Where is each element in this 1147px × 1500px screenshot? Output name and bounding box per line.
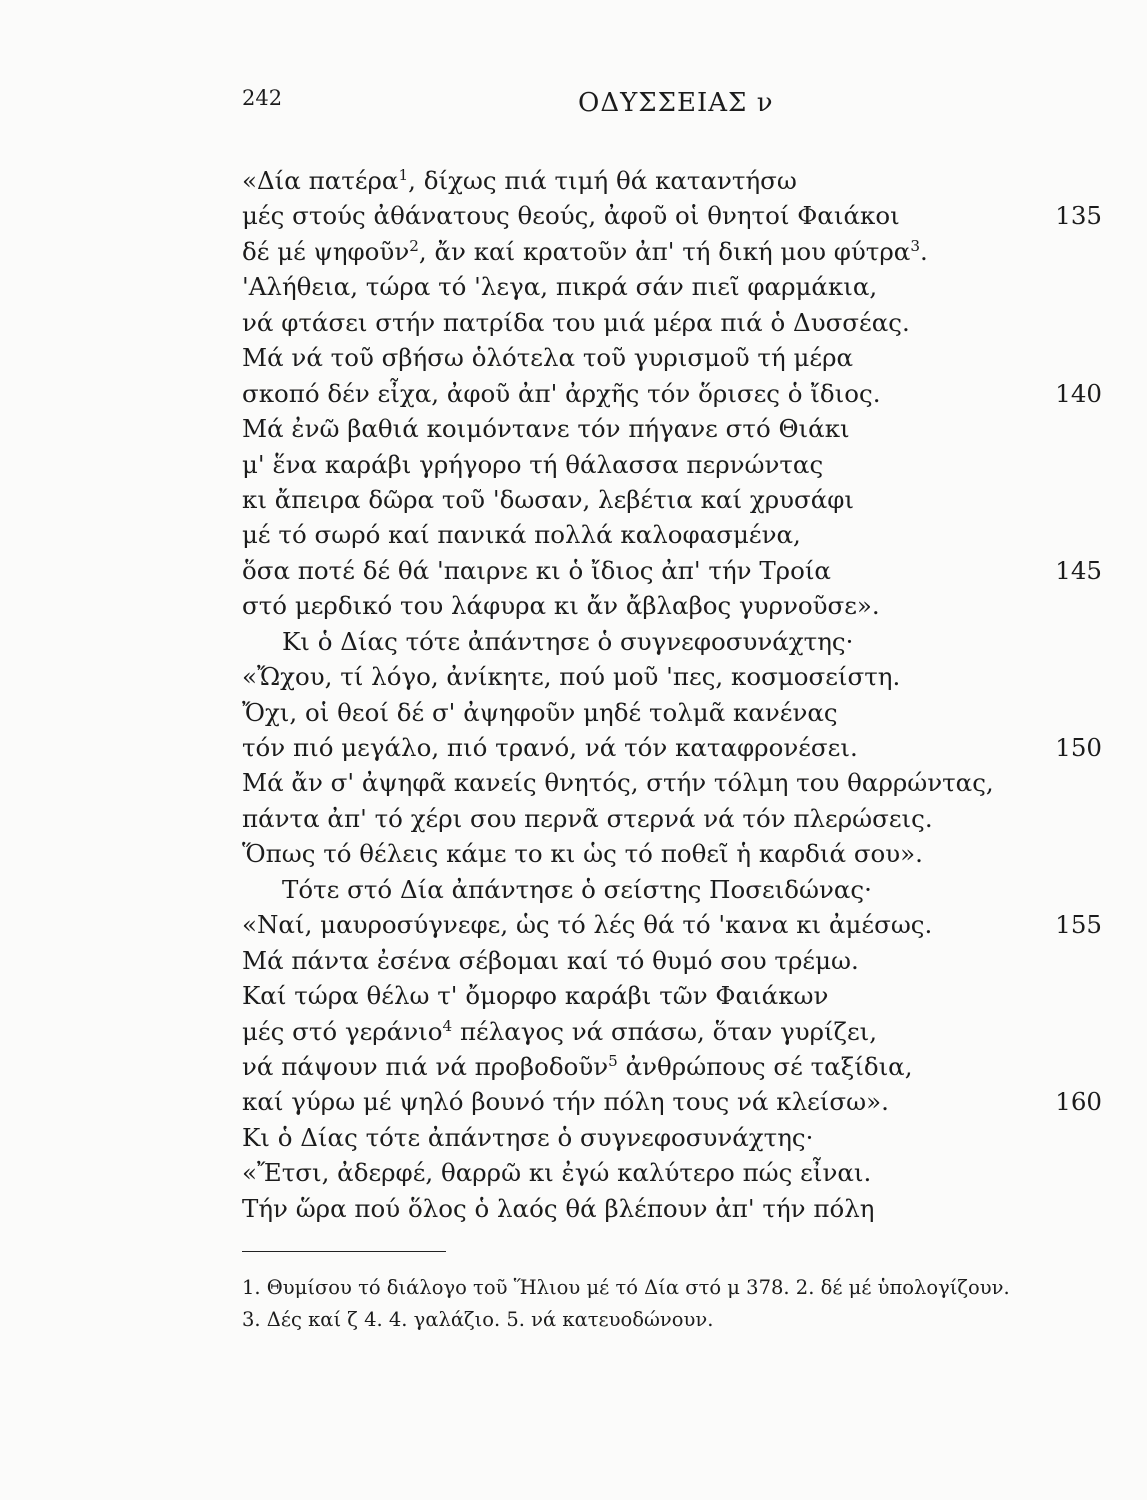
verse-text	[242, 698, 838, 727]
verse-line	[242, 1049, 1102, 1084]
running-head: ΟΔΥΣΣΕΙΑΣ ν	[578, 88, 774, 118]
footnotes	[242, 1272, 1102, 1336]
verse-segment: μ' ἕνα καράβι γρήγορο τή θάλασσα περνώντας	[242, 449, 824, 479]
footnote-marker: 1	[398, 165, 409, 184]
verse-line	[242, 553, 1102, 588]
verse-segment: «Ἔτσι, ἀδερφέ, θαρρῶ κι ἐγώ καλύτερο πώς εἶναι.	[242, 1158, 872, 1188]
verse-text	[242, 662, 900, 691]
line-number: 155	[1055, 910, 1102, 940]
line-number: 150	[1055, 733, 1102, 762]
verse-segment: Τήν ὥρα πού ὅλος ὁ λαός θά βλέπουν ἀπ' τήν πόλη	[242, 1193, 875, 1223]
verse-line	[242, 872, 1102, 907]
footnote-marker: 5	[608, 1051, 618, 1070]
verse-line	[242, 1120, 1102, 1155]
verse-line	[242, 482, 1102, 517]
verse-segment: «Δία πατέρα	[242, 166, 399, 195]
footnote-line: 3. Δές καί ζ 4. 4. γαλάζιο. 5. νά κατευοδώνουν.	[242, 1308, 714, 1331]
verse-line	[242, 163, 1102, 198]
verse-line	[242, 198, 1102, 233]
verse-segment: «Ναί, μαυροσύγνεφε, ὡς τό λές θά τό 'κανα κι ἀμέσως.	[242, 910, 933, 940]
verse-segment: πέλαγος νά σπάσω, ὅταν γυρίζει,	[452, 1016, 878, 1046]
verse-segment: μές στό γεράνιο	[242, 1016, 443, 1046]
verse-segment: 'Αλήθεια, τώρα τό 'λεγα, πικρά σάν πιεῖ φαρμάκια,	[242, 272, 878, 302]
verse-text	[242, 627, 853, 656]
verse-line	[242, 624, 1102, 659]
verse-line	[242, 1014, 1102, 1049]
verse-segment: Μά νά τοῦ σβήσω ὁλότελα τοῦ γυρισμοῦ τή μέρα	[242, 343, 854, 373]
verse-segment: Τότε στό Δία ἀπάντησε ὁ σείστης Ποσειδώνας·	[282, 874, 872, 904]
verse-segment: ὅσα ποτέ δέ θά 'παιρνε κι ὁ ἴδιος ἀπ' τήν Τροία	[242, 555, 831, 585]
verse-text	[242, 591, 880, 620]
verse-text	[242, 875, 872, 904]
verse-line	[242, 1084, 1102, 1119]
verse-line	[242, 376, 1102, 411]
verse-segment: Ὅπως τό θέλεις κάμε το κι ὡς τό ποθεῖ ἡ καρδιά σου».	[242, 839, 923, 869]
verse-segment: στό μερδικό του λάφυρα κι ἄν ἄβλαβος γυρνοῦσε».	[242, 591, 880, 621]
verse-line	[242, 695, 1102, 730]
verse-text	[242, 768, 994, 797]
verse-segment: μέ τό σωρό καί πανικά πολλά καλοφασμένα,	[242, 520, 801, 550]
verse-line	[242, 801, 1102, 836]
verse-text	[242, 733, 858, 762]
footnote-marker: 3	[910, 236, 920, 255]
verse-text	[242, 1087, 889, 1116]
verse-segment: .	[920, 236, 928, 266]
footnote-marker: 2	[409, 236, 419, 255]
verse-line	[242, 765, 1102, 800]
verse-line	[242, 411, 1102, 446]
verse-line	[242, 234, 1102, 269]
verse-line	[242, 836, 1102, 871]
verse-line	[242, 730, 1102, 765]
verse-segment: Κι ὁ Δίας τότε ἀπάντησε ὁ συγνεφοσυνάχτης·	[282, 626, 854, 656]
verse-segment: τόν πιό μεγάλο, πιό τρανό, νά τόν καταφρονέσει.	[242, 733, 858, 762]
verse-line	[242, 269, 1102, 304]
verse-segment: ἀνθρώπους σέ ταξίδια,	[617, 1051, 913, 1081]
verse-line	[242, 588, 1102, 623]
line-number: 135	[1055, 201, 1102, 231]
verse-segment: , δίχως πιά τιμή θά καταντήσω	[408, 166, 797, 195]
verse-segment: κι ἄπειρα δῶρα τοῦ 'δωσαν, λεβέτια καί χρυσάφι	[242, 484, 855, 514]
verse-line	[242, 1155, 1102, 1190]
verse-line	[242, 517, 1102, 552]
verse-segment: δέ μέ ψηφοῦν	[242, 236, 410, 266]
verse-line	[242, 943, 1102, 978]
verse-segment: , ἄν καί κρατοῦν ἀπ' τή δική μου φύτρα	[418, 236, 911, 266]
verse-segment: σκοπό δέν εἶχα, ἀφοῦ ἀπ' ἀρχῆς τόν ὅρισες ὁ ἴδιος.	[242, 378, 881, 408]
footnote-line: 1. Θυμίσου τό διάλογο τοῦ Ἥλιου μέ τό Δία στό μ 378. 2. δέ μέ ὑπολογίζουν.	[242, 1276, 1010, 1299]
verse-segment: Κι ὁ Δίας τότε ἀπάντησε ὁ συγνεφοσυνάχτης·	[242, 1122, 814, 1152]
verse-line	[242, 447, 1102, 482]
verse-text	[242, 839, 923, 868]
verse-text	[242, 1052, 913, 1081]
verse-segment: Μά ἐνῶ βαθιά κοιμόντανε τόν πήγανε στό Θιάκι	[242, 414, 850, 444]
verse-line	[242, 305, 1102, 340]
verse-line	[242, 659, 1102, 694]
verse-text	[242, 556, 831, 585]
verse-segment: Μά ἄν σ' ἀψηφᾶ κανείς θνητός, στήν τόλμη του θαρρώντας,	[242, 768, 994, 798]
verse-block	[242, 163, 1102, 1226]
verse-text	[242, 308, 910, 337]
verse-segment: Καί τώρα θέλω τ' ὄμορφο καράβι τῶν Φαιάκων	[242, 981, 829, 1011]
verse-text	[242, 485, 854, 514]
verse-text	[242, 981, 828, 1010]
verse-segment: πάντα ἀπ' τό χέρι σου περνᾶ στερνά νά τόν πλερώσεις.	[242, 803, 933, 833]
verse-text	[242, 946, 859, 975]
verse-text	[242, 343, 853, 372]
verse-segment: Μά πάντα ἐσένα σέβομαι καί τό θυμό σου τρέμω.	[242, 945, 859, 975]
verse-line	[242, 978, 1102, 1013]
verse-segment: Ὄχι, οἱ θεοί δέ σ' ἀψηφοῦν μηδέ τολμᾶ κανένας	[242, 697, 838, 727]
verse-line	[242, 907, 1102, 942]
verse-text	[242, 1123, 813, 1152]
verse-segment: μές στούς ἀθάνατους θεούς, ἀφοῦ οἱ θνητοί Φαιάκοι	[242, 201, 900, 231]
verse-text	[242, 379, 881, 408]
verse-text	[242, 1017, 877, 1046]
verse-line	[242, 1191, 1102, 1226]
footnote-rule	[242, 1251, 446, 1252]
verse-text	[242, 237, 928, 266]
verse-text	[242, 1194, 874, 1223]
verse-text	[242, 520, 801, 549]
verse-segment: νά πάψουν πιά νά προβοδοῦν	[242, 1051, 609, 1081]
verse-segment: «Ὤχου, τί λόγο, ἀνίκητε, πού μοῦ 'πες, κοσμοσείστη.	[242, 662, 901, 692]
page-number: 242	[242, 86, 283, 110]
verse-text	[242, 1158, 871, 1187]
verse-text	[242, 910, 932, 939]
verse-line	[242, 340, 1102, 375]
verse-text	[242, 201, 900, 230]
verse-text	[242, 272, 877, 301]
verse-segment: καί γύρω μέ ψηλό βουνό τήν πόλη τους νά κλείσω».	[242, 1087, 889, 1117]
line-number: 145	[1055, 555, 1102, 585]
verse-segment: νά φτάσει στήν πατρίδα του μιά μέρα πιά ὁ Δυσσέας.	[242, 307, 910, 337]
verse-text	[242, 450, 823, 479]
line-number: 160	[1055, 1087, 1102, 1117]
verse-text	[242, 414, 850, 443]
line-number: 140	[1055, 378, 1102, 408]
verse-text	[242, 166, 797, 195]
verse-text	[242, 804, 933, 833]
footnote-marker: 4	[442, 1016, 453, 1035]
